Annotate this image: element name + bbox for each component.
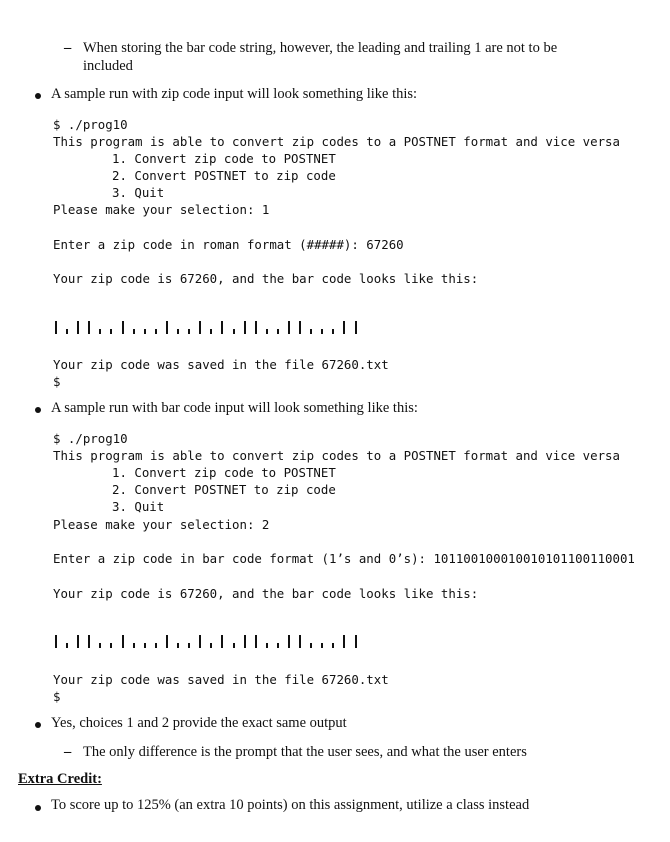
shell-prompt: $ (53, 374, 61, 389)
saved-line: Your zip code was saved in the file 67260.txt (53, 357, 389, 372)
postnet-barcode (55, 632, 366, 648)
half-bar (99, 329, 101, 335)
full-bar (77, 321, 79, 334)
half-bar (210, 329, 212, 335)
shell-prompt: $ (53, 689, 61, 704)
menu-option-1: 1. Convert zip code to POSTNET (112, 151, 336, 166)
result-line: Your zip code is 67260, and the bar code looks like this: (53, 271, 479, 286)
full-bar (255, 321, 257, 334)
full-bar (299, 635, 301, 648)
half-bar (177, 329, 179, 335)
subbullet-difference: The only difference is the prompt that the user sees, and what the user enters (83, 744, 527, 760)
menu-option-1: 1. Convert zip code to POSTNET (112, 465, 336, 480)
bullet-same-output: Yes, choices 1 and 2 provide the exact same output (51, 715, 347, 731)
menu-option-3: 3. Quit (112, 499, 165, 514)
full-bar (199, 635, 201, 648)
half-bar (133, 643, 135, 649)
dash-marker: – (64, 744, 72, 760)
full-bar (55, 321, 57, 334)
selection-line: Please make your selection: 1 (53, 202, 270, 217)
full-bar (122, 321, 124, 334)
full-bar (221, 321, 223, 334)
half-bar (210, 643, 212, 649)
half-bar (110, 329, 112, 335)
full-bar (355, 635, 357, 648)
selection-line: Please make your selection: 2 (53, 517, 270, 532)
half-bar (310, 329, 312, 335)
full-bar (355, 321, 357, 334)
half-bar (266, 329, 268, 335)
half-bar (144, 329, 146, 335)
zip-prompt-line: Enter a zip code in roman format (#####): 67260 (53, 237, 404, 252)
half-bar (110, 643, 112, 649)
bullet-zip-sample: A sample run with zip code input will look something like this: (51, 86, 418, 102)
full-bar (55, 635, 57, 648)
half-bar (266, 643, 268, 649)
bullet-icon (35, 407, 41, 413)
half-bar (321, 643, 323, 649)
terminal-command: $ ./prog10 (53, 117, 128, 132)
half-bar (332, 643, 334, 649)
bullet-icon (35, 722, 41, 728)
full-bar (122, 635, 124, 648)
barcode-prompt-line: Enter a zip code in bar code format (1’s and 0’s): 101100100010010101100110001 (53, 551, 635, 566)
extra-credit-bullet: To score up to 125% (an extra 10 points) on this assignment, utilize a class instead (51, 797, 530, 813)
subbullet-text-line2: included (83, 58, 133, 74)
terminal-description: This program is able to convert zip codes to a POSTNET format and vice versa (53, 448, 620, 463)
full-bar (88, 635, 90, 648)
menu-option-2: 2. Convert POSTNET to zip code (112, 168, 336, 183)
full-bar (343, 321, 345, 334)
half-bar (188, 329, 190, 335)
full-bar (88, 321, 90, 334)
full-bar (288, 635, 290, 648)
bullet-bar-sample: A sample run with bar code input will look something like this: (51, 400, 418, 416)
dash-marker: – (64, 40, 72, 56)
half-bar (321, 329, 323, 335)
extra-credit-heading: Extra Credit: (18, 771, 102, 787)
full-bar (343, 635, 345, 648)
full-bar (288, 321, 290, 334)
half-bar (188, 643, 190, 649)
full-bar (299, 321, 301, 334)
half-bar (332, 329, 334, 335)
full-bar (199, 321, 201, 334)
full-bar (244, 321, 246, 334)
result-line: Your zip code is 67260, and the bar code looks like this: (53, 586, 479, 601)
half-bar (233, 329, 235, 335)
half-bar (99, 643, 101, 649)
full-bar (166, 635, 168, 648)
half-bar (66, 329, 68, 335)
bullet-icon (35, 805, 41, 811)
half-bar (155, 643, 157, 649)
half-bar (144, 643, 146, 649)
terminal-command: $ ./prog10 (53, 431, 128, 446)
bullet-icon (35, 93, 41, 99)
terminal-description: This program is able to convert zip codes to a POSTNET format and vice versa (53, 134, 620, 149)
full-bar (166, 321, 168, 334)
half-bar (310, 643, 312, 649)
postnet-barcode (55, 318, 366, 334)
menu-option-3: 3. Quit (112, 185, 165, 200)
half-bar (177, 643, 179, 649)
subbullet-text-line1: When storing the bar code string, however, the leading and trailing 1 are not to be (83, 40, 558, 56)
half-bar (133, 329, 135, 335)
full-bar (244, 635, 246, 648)
half-bar (277, 643, 279, 649)
half-bar (66, 643, 68, 649)
full-bar (77, 635, 79, 648)
half-bar (155, 329, 157, 335)
half-bar (233, 643, 235, 649)
full-bar (255, 635, 257, 648)
half-bar (277, 329, 279, 335)
menu-option-2: 2. Convert POSTNET to zip code (112, 482, 336, 497)
saved-line: Your zip code was saved in the file 67260.txt (53, 672, 389, 687)
full-bar (221, 635, 223, 648)
